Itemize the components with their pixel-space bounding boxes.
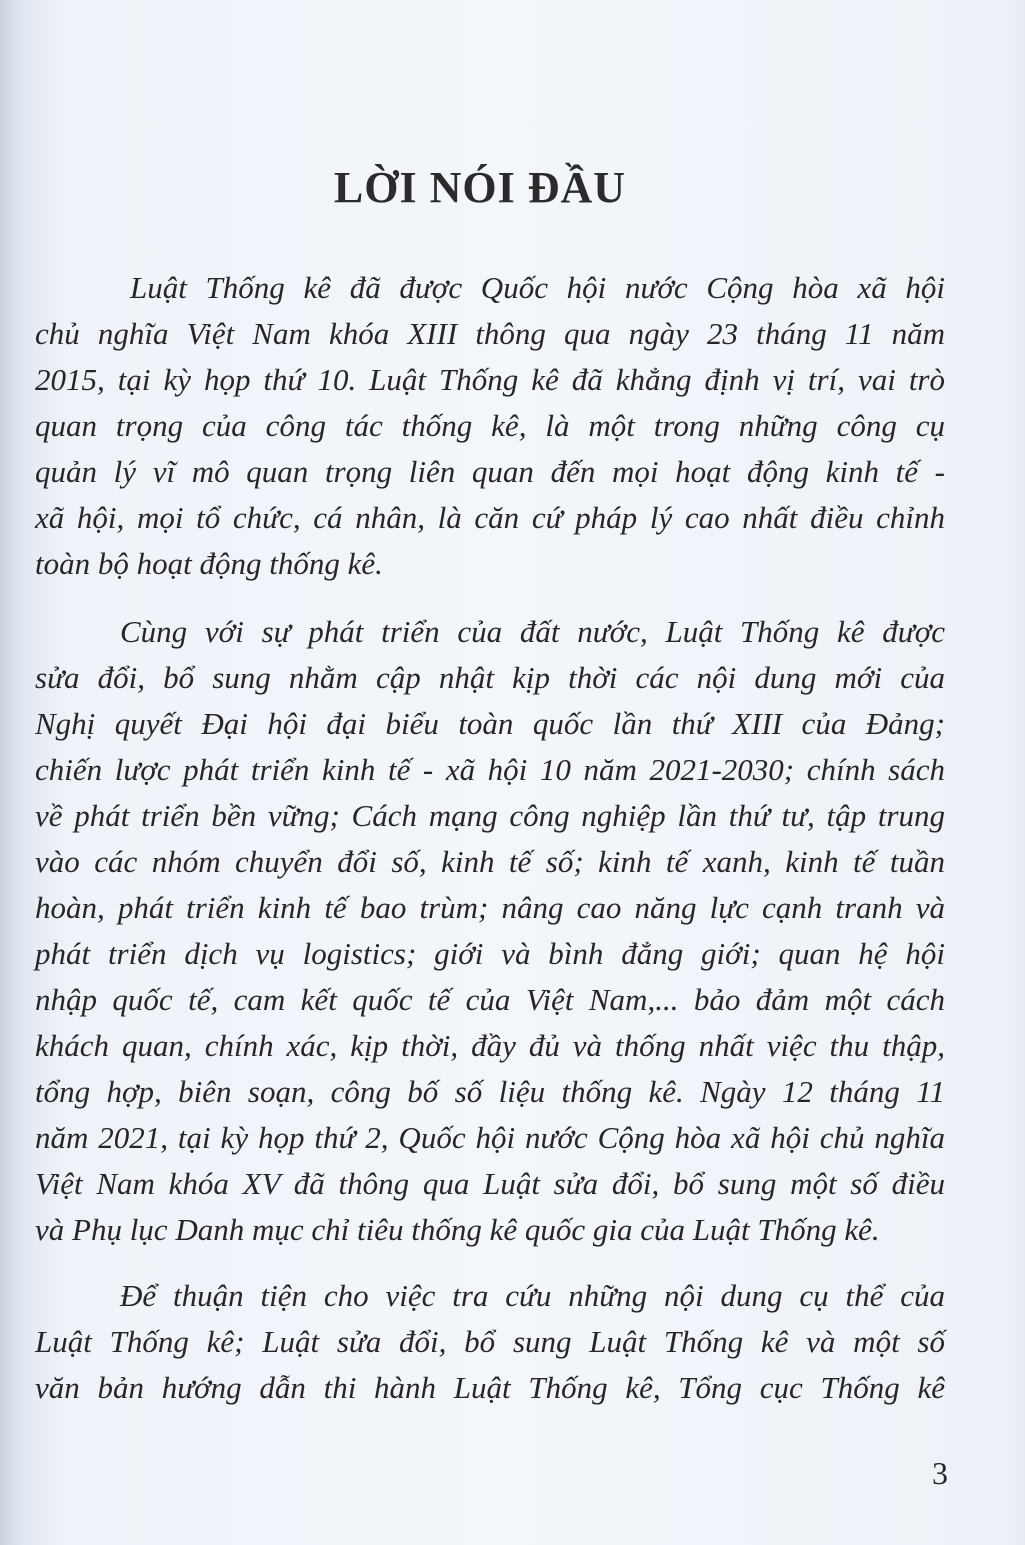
- text-line: Luật Thống kê đã được Quốc hội nước Cộng hòa xã hội: [130, 270, 945, 305]
- text-line: sửa đổi, bổ sung nhằm cập nhật kịp thời các nội dung mới của: [35, 660, 945, 695]
- text-line: vào các nhóm chuyển đổi số, kinh tế số; kinh tế xanh, kinh tế tuần: [35, 844, 945, 879]
- text-line: Việt Nam khóa XV đã thông qua Luật sửa đổi, bổ sung một số điều: [35, 1166, 945, 1201]
- text-line: chủ nghĩa Việt Nam khóa XIII thông qua ngày 23 tháng 11 năm: [35, 316, 945, 351]
- text-line: xã hội, mọi tổ chức, cá nhân, là căn cứ pháp lý cao nhất điều chỉnh: [35, 500, 945, 535]
- text-line: nhập quốc tế, cam kết quốc tế của Việt Nam,... bảo đảm một cách: [35, 982, 945, 1017]
- text-line: quan trọng của công tác thống kê, là một trong những công cụ: [35, 408, 945, 443]
- page-title: LỜI NÓI ĐẦU: [333, 163, 627, 212]
- text-line: Luật Thống kê; Luật sửa đổi, bổ sung Luật Thống kê và một số: [35, 1324, 945, 1359]
- text-line: Cùng với sự phát triển của đất nước, Luật Thống kê được: [120, 614, 945, 649]
- text-line: và Phụ lục Danh mục chỉ tiêu thống kê quốc gia của Luật Thống kê.: [35, 1212, 880, 1247]
- text-line: Nghị quyết Đại hội đại biểu toàn quốc lần thứ XIII của Đảng;: [35, 706, 945, 741]
- text-line: Để thuận tiện cho việc tra cứu những nội dung cụ thể của: [120, 1278, 945, 1313]
- text-line: tổng hợp, biên soạn, công bố số liệu thống kê. Ngày 12 tháng 11: [35, 1074, 945, 1109]
- text-line: phát triển dịch vụ logistics; giới và bình đẳng giới; quan hệ hội: [35, 936, 945, 971]
- text-line: văn bản hướng dẫn thi hành Luật Thống kê, Tổng cục Thống kê: [35, 1370, 945, 1405]
- text-line: chiến lược phát triển kinh tế - xã hội 10 năm 2021-2030; chính sách: [35, 752, 945, 787]
- text-line: năm 2021, tại kỳ họp thứ 2, Quốc hội nước Cộng hòa xã hội chủ nghĩa: [35, 1120, 945, 1155]
- text-line: toàn bộ hoạt động thống kê.: [35, 546, 383, 581]
- page-number: 3: [932, 1455, 948, 1491]
- text-line: 2015, tại kỳ họp thứ 10. Luật Thống kê đã khẳng định vị trí, vai trò: [35, 362, 945, 397]
- text-line: khách quan, chính xác, kịp thời, đầy đủ và thống nhất việc thu thập,: [35, 1028, 945, 1063]
- text-line: về phát triển bền vững; Cách mạng công nghiệp lần thứ tư, tập trung: [35, 798, 945, 833]
- text-line: quản lý vĩ mô quan trọng liên quan đến mọi hoạt động kinh tế -: [35, 454, 945, 489]
- text-line: hoàn, phát triển kinh tế bao trùm; nâng cao năng lực cạnh tranh và: [35, 890, 945, 925]
